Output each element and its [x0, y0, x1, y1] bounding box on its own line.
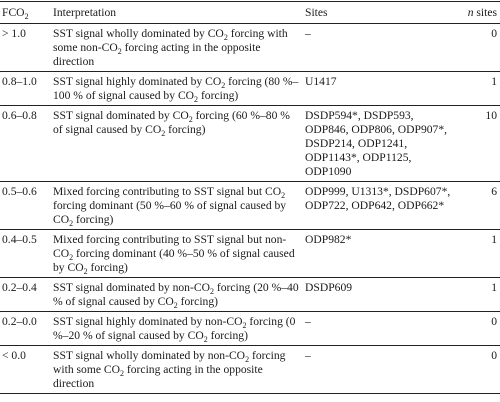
n-sites-cell: 10 [452, 106, 500, 182]
n-sites-cell: 1 [452, 72, 500, 106]
sites-cell: – [301, 346, 452, 394]
fco2-range: 0.8–1.0 [0, 72, 49, 106]
header-fco2: $FCO_2$ [0, 2, 49, 24]
interpretation-cell: SST signal wholly dominated by $CO_2$ forcing with some non-$CO_2$ forcing acting in the opposite direction [49, 24, 301, 72]
header-sites: Sites [301, 2, 452, 24]
sites-cell: ODP999, U1313*, DSDP607*, ODP722, ODP642, ODP662* [301, 182, 452, 230]
fco2-interpretation-table [0, 1, 500, 394]
table-row [0, 24, 500, 72]
fco2-range: < 0.0 [0, 346, 49, 394]
fco2-range: 0.2–0.4 [0, 278, 49, 312]
fco2-range: 0.2–0.0 [0, 312, 49, 346]
header-interpretation: Interpretation [49, 2, 301, 24]
n-sites-cell: 0 [452, 24, 500, 72]
table-row [0, 278, 500, 312]
table-row [0, 106, 500, 182]
sites-cell: ODP982* [301, 230, 452, 278]
n-sites-cell: 1 [452, 278, 500, 312]
interpretation-cell: SST signal highly dominated by $CO_2$ forcing (80 %–100 % of signal caused by $CO_2$ forcing) [49, 72, 301, 106]
interpretation-cell: Mixed forcing contributing to SST signal but non-$CO_2$ forcing dominant (40 %–50 % of signal caused by $CO_2$ forcing) [49, 230, 301, 278]
interpretation-cell: SST signal dominated by non-$CO_2$ forcing (20 %–40 % of signal caused by $CO_2$ forcing) [49, 278, 301, 312]
sites-cell: – [301, 312, 452, 346]
fco2-range: 0.6–0.8 [0, 106, 49, 182]
table-row [0, 346, 500, 394]
n-sites-cell: 6 [452, 182, 500, 230]
table-row [0, 312, 500, 346]
sites-cell: DSDP609 [301, 278, 452, 312]
fco2-range: 0.4–0.5 [0, 230, 49, 278]
table-row [0, 182, 500, 230]
fco2-range: > 1.0 [0, 24, 49, 72]
n-sites-cell: 0 [452, 346, 500, 394]
fco2-range: 0.5–0.6 [0, 182, 49, 230]
sites-cell: DSDP594*, DSDP593, ODP846, ODP806, ODP907*, DSDP214, ODP1241, ODP1143*, ODP1125, ODP1090 [301, 106, 452, 182]
table-row [0, 72, 500, 106]
n-sites-cell: 0 [452, 312, 500, 346]
interpretation-cell: SST signal highly dominated by non-$CO_2$ forcing (0 %–20 % of signal caused by $CO_2$ forcing) [49, 312, 301, 346]
table-row [0, 230, 500, 278]
interpretation-cell: SST signal dominated by $CO_2$ forcing (60 %–80 % of signal caused by $CO_2$ forcing) [49, 106, 301, 182]
header-n-sites: n sites [452, 2, 500, 24]
interpretation-cell: Mixed forcing contributing to SST signal but $CO_2$ forcing dominant (50 %–60 % of signal caused by $CO_2$ forcing) [49, 182, 301, 230]
n-sites-cell: 1 [452, 230, 500, 278]
header-row [0, 2, 500, 24]
sites-cell: – [301, 24, 452, 72]
interpretation-cell: SST signal wholly dominated by non-$CO_2$ forcing with some $CO_2$ forcing acting in the opposite direction [49, 346, 301, 394]
sites-cell: U1417 [301, 72, 452, 106]
